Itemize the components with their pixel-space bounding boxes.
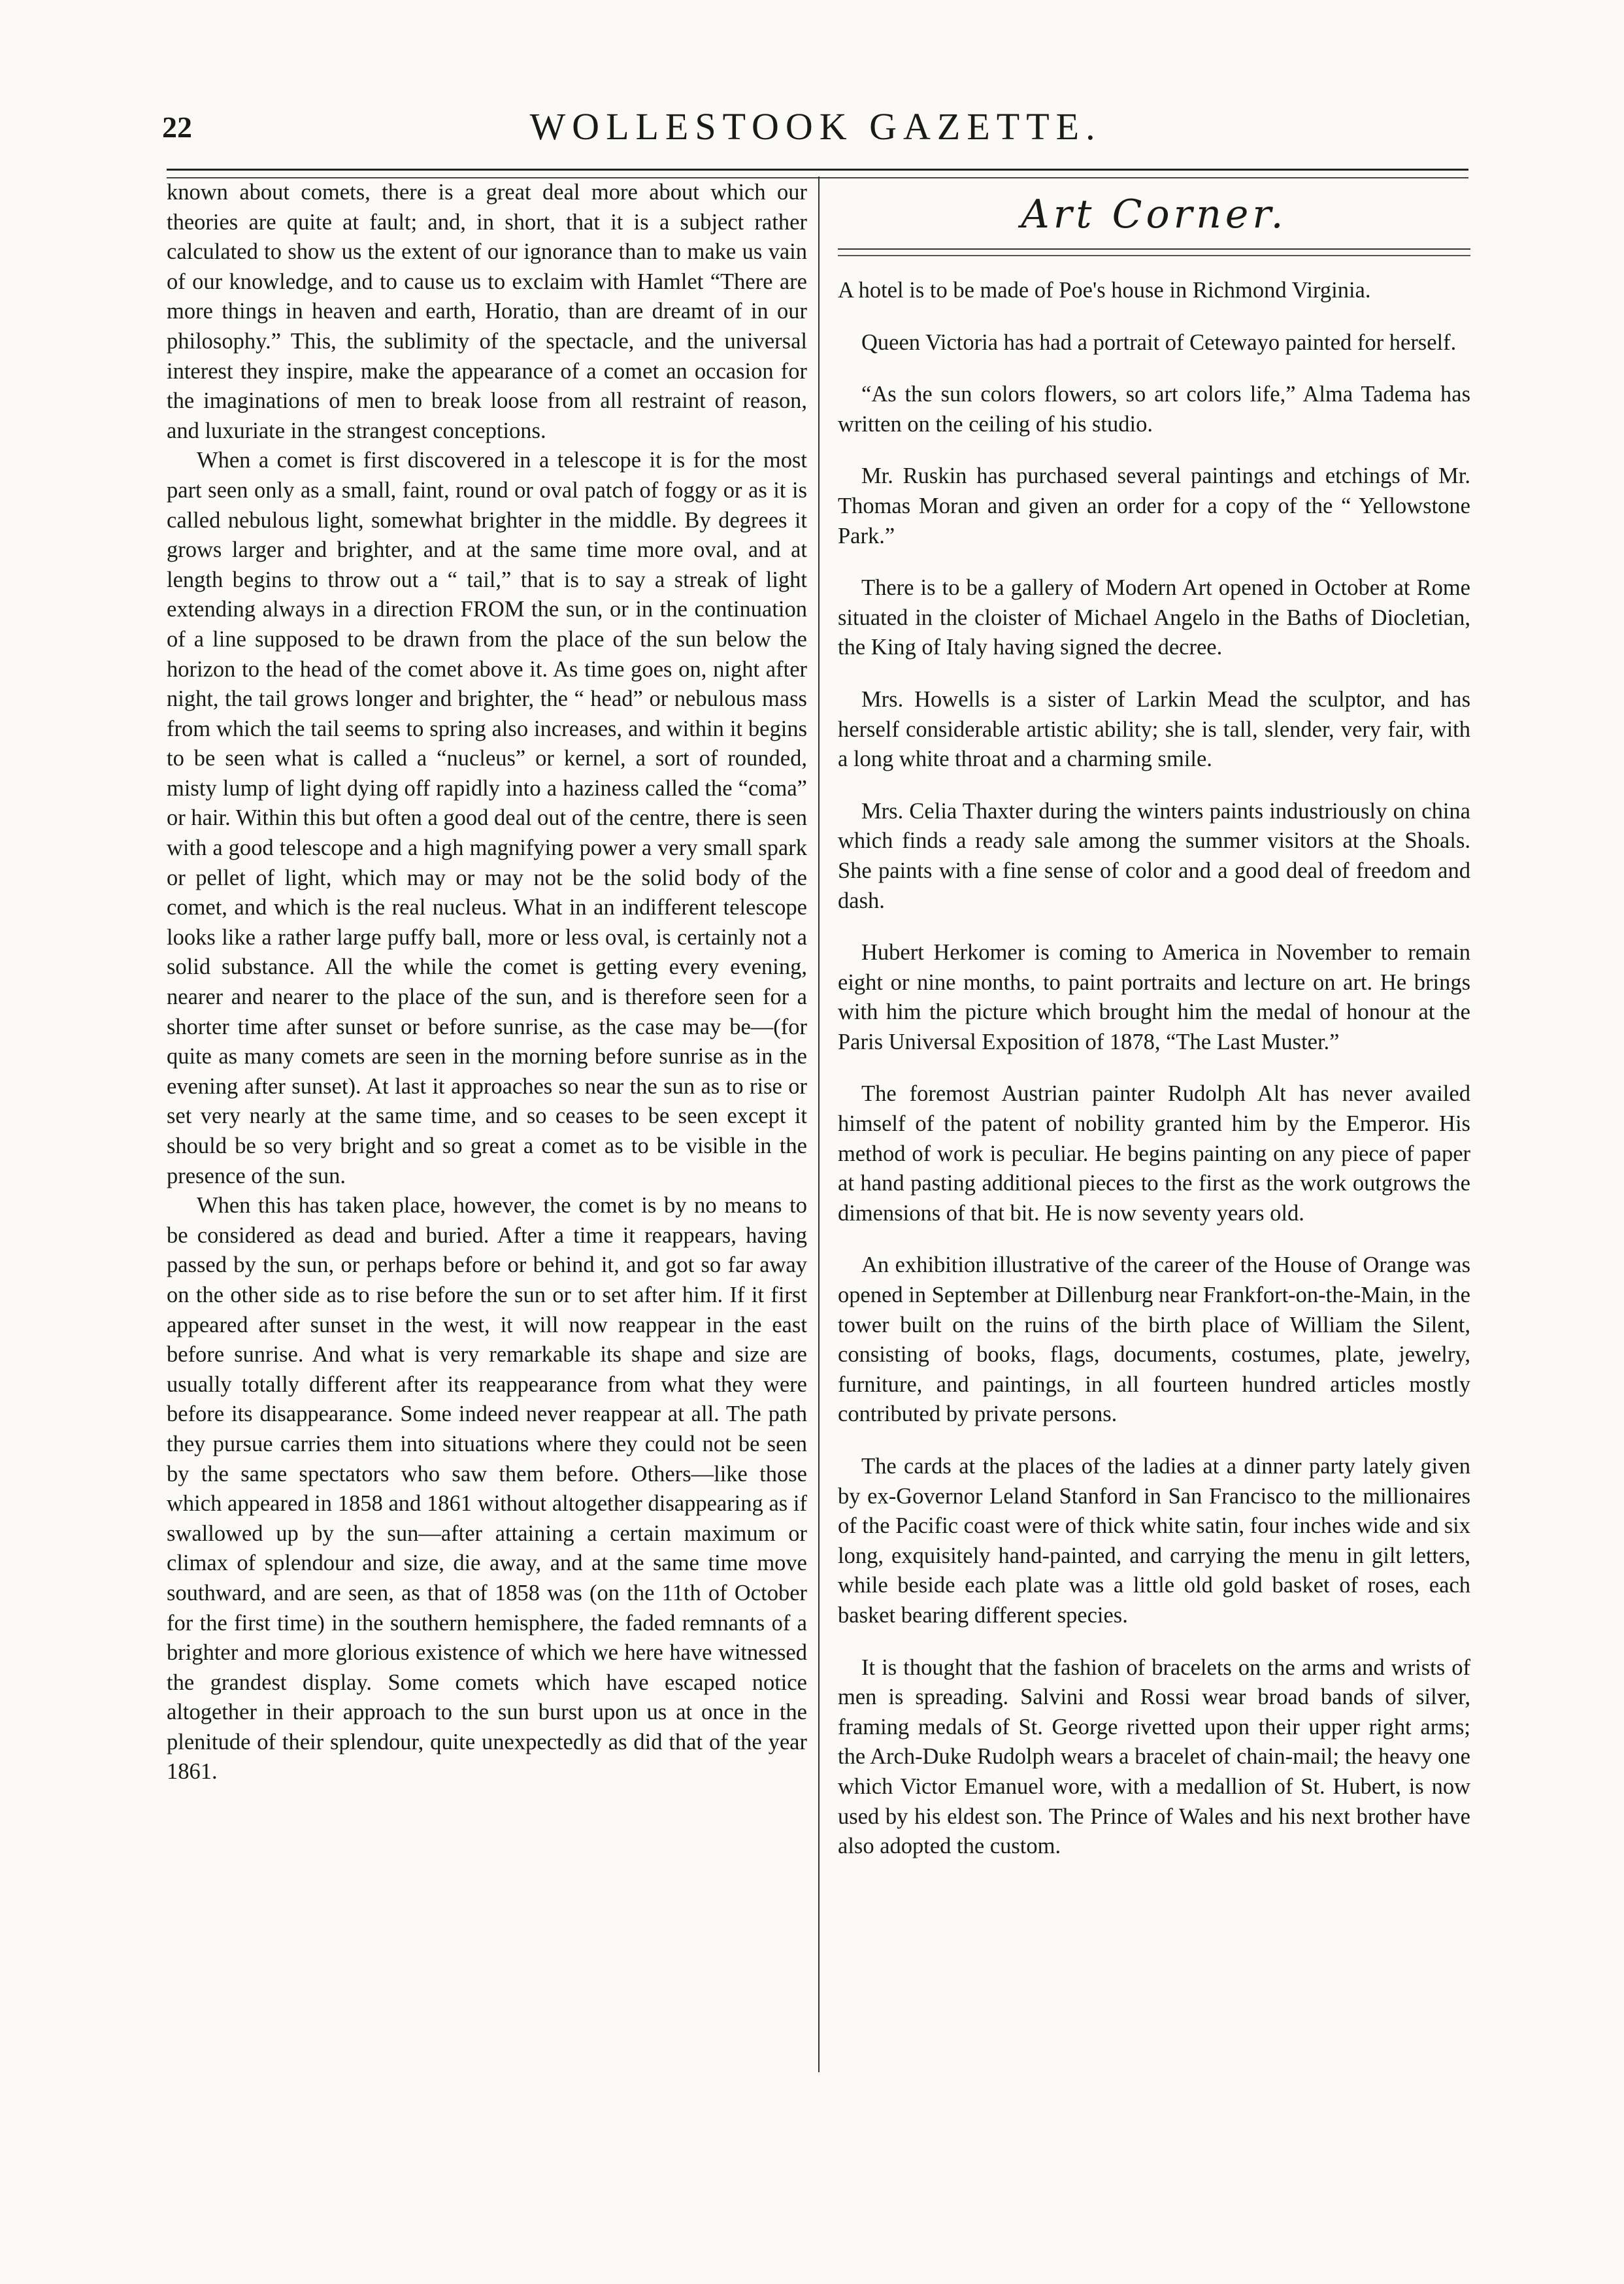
article-paragraph: known about comets, there is a great deal more about which our theories are quite at fault; and, in short, that it is a subject rather calculated to show us the extent of our ignorance than to make us vain of our knowledge, and to cause us to exclaim with Hamlet “There are more things in heaven and earth, Horatio, than are dreamt of in our philosophy.” This, the sublimity of the spectacle, and the universal interest they inspire, make the appearance of a comet an occasion for the imaginations of men to break loose from all restraint of reason, and luxuriate in the strangest conceptions.	[167, 180, 807, 443]
article-paragraph: When a comet is first discovered in a telescope it is for the most part seen only as a small, faint, round or oval patch of foggy or as it is called nebulous light, somewhat brighter in the middle. By degrees it grows larger and brighter, and at the same time more oval, and at length begins to throw out a “ tail,” that is to say a streak of light extending always in a direction FROM the sun, or in the continuation of a line supposed to be drawn from the place of the sun below the horizon to the head of the comet above it. As time goes on, night after night, the tail grows longer and brighter, the “ head” or nebulous mass from which the tail seems to spring also increases, and within it begins to be seen what is called a “nucleus” or kernel, a sort of rounded, misty lump of light dying off rapidly into a haziness called the “coma” or hair. Within this but often a good deal out of the centre, there is seen with a good telescope and a high magnifying power a very small spark or pellet of light, which may or may not be the solid body of the comet, and which is the real nucleus. What in an indifferent telescope looks like a rather large puffy ball, more or less oval, is certainly not a solid substance. All the while the comet is getting every evening, nearer and nearer to the place of the sun, and is therefore seen for a shorter time after sunset or before sunrise, as the case may be—(for quite as many comets are seen in the morning before sunrise as in the evening after sunset). At last it approaches so near the sun as to rise or set very nearly at the same time, and so ceases to be seen except it should be so very bright and so great a comet as to be visible in the presence of the sun.	[167, 448, 807, 1188]
news-item: There is to be a gallery of Modern Art opened in October at Rome situated in the cloister of Michael Angelo in the Baths of Diocletian, the King of Italy having signed the decree.	[838, 575, 1470, 660]
header-rule	[167, 169, 1468, 178]
art-corner-column	[838, 178, 1470, 1884]
article-paragraph: When this has taken place, however, the comet is by no means to be considered as dead and buried. After a time it reappears, having passed by the sun, or perhaps before or behind it, and got so far away on the other side as to rise before the sun or to set after him. If it first appeared after sunset in the west, it will now reappear in the east before sunrise. And what is very remarkable its shape and size are usually totally different after its reappearance from what they were before its disappearance. Some indeed never reappear at all. The path they pursue carries them into situations where they could not be seen by the same spectators who saw them before. Others—like those which appeared in 1858 and 1861 without altogether disappearing as if swallowed up by the sun—after attaining a certain maximum or climax of splendour and size, die away, and at the same time move southward, and are seen, as that of 1858 was (on the 11th of October for the first time) in the southern hemisphere, the faded remnants of a brighter and more glorious existence of which we here have witnessed the grandest display. Some comets which have escaped notice altogether in their approach to the sun burst upon us at once in the plenitude of their splendour, quite unexpectedly as did that of the year 1861.	[167, 1193, 807, 1785]
news-item: An exhibition illustrative of the career of the House of Orange was opened in September at Dillenburg near Frankfort-on-the-Main, in the tower built on the ruins of the birth place of William the Silent, consisting of books, flags, documents, costumes, plate, jewelry, furniture, and paintings, in all fourteen hundred articles mostly contributed by private persons.	[838, 1252, 1470, 1427]
news-item: Mr. Ruskin has purchased several paintings and etchings of Mr. Thomas Moran and given an order for a copy of the “ Yellowstone Park.”	[838, 463, 1470, 548]
news-item: The foremost Austrian painter Rudolph Alt has never availed himself of the patent of nobility granted him by the Emperor. His method of work is peculiar. He begins painting on any piece of paper at hand pasting additional pieces to the first as the work outgrows the dimensions of that bit. He is now seventy years old.	[838, 1081, 1470, 1226]
news-item: “As the sun colors flowers, so art colors life,” Alma Tadema has written on the ceiling of his studio.	[838, 382, 1470, 437]
section-title: Art Corner.	[1021, 192, 1287, 237]
page-header	[162, 105, 1469, 157]
news-item: A hotel is to be made of Poe's house in Richmond Virginia.	[838, 278, 1371, 303]
news-item: Queen Victoria has had a portrait of Cetewayo painted for herself.	[861, 329, 1457, 355]
masthead-title: WOLLESTOOK GAZETTE.	[529, 105, 1102, 148]
news-item: Mrs. Howells is a sister of Larkin Mead the sculptor, and has herself considerable artistic ability; she is tall, slender, very fair, with a long white throat and a charming smile.	[838, 686, 1470, 772]
news-item: The cards at the places of the ladies at a dinner party lately given by ex-Governor Leland Stanford in San Francisco to the millionaires of the Pacific coast were of thick white satin, four inches wide and six long, exquisitely hand-painted, and carrying the menu in gilt letters, while beside each plate was a little old gold basket of roses, each basket bearing different species.	[838, 1454, 1470, 1628]
page-number: 22	[162, 110, 192, 144]
column-divider	[818, 176, 820, 2072]
news-item: Hubert Herkomer is coming to America in November to remain eight or nine months, to paint portraits and lecture on art. He brings with him the picture which brought him the medal of honour at the Paris Universal Exposition of 1878, “The Last Muster.”	[838, 940, 1470, 1054]
news-item: Mrs. Celia Thaxter during the winters paints industriously on china which finds a ready sale among the summer visitors at the Shoals. She paints with a fine sense of color and a good deal of freedom and dash.	[838, 798, 1470, 913]
news-item: It is thought that the fashion of bracelets on the arms and wrists of men is spreading. Salvini and Rossi wear broad bands of silver, framing medals of St. George rivetted upon their upper right arms; the Arch-Duke Rudolph wears a bracelet of chain-mail; the heavy one which Victor Emanuel wore, with a medallion of St. Hubert, is now used by his eldest son. The Prince of Wales and his next brother have also adopted the custom.	[838, 1654, 1470, 1859]
left-column-article	[167, 178, 807, 1787]
section-title-rule	[838, 248, 1470, 256]
